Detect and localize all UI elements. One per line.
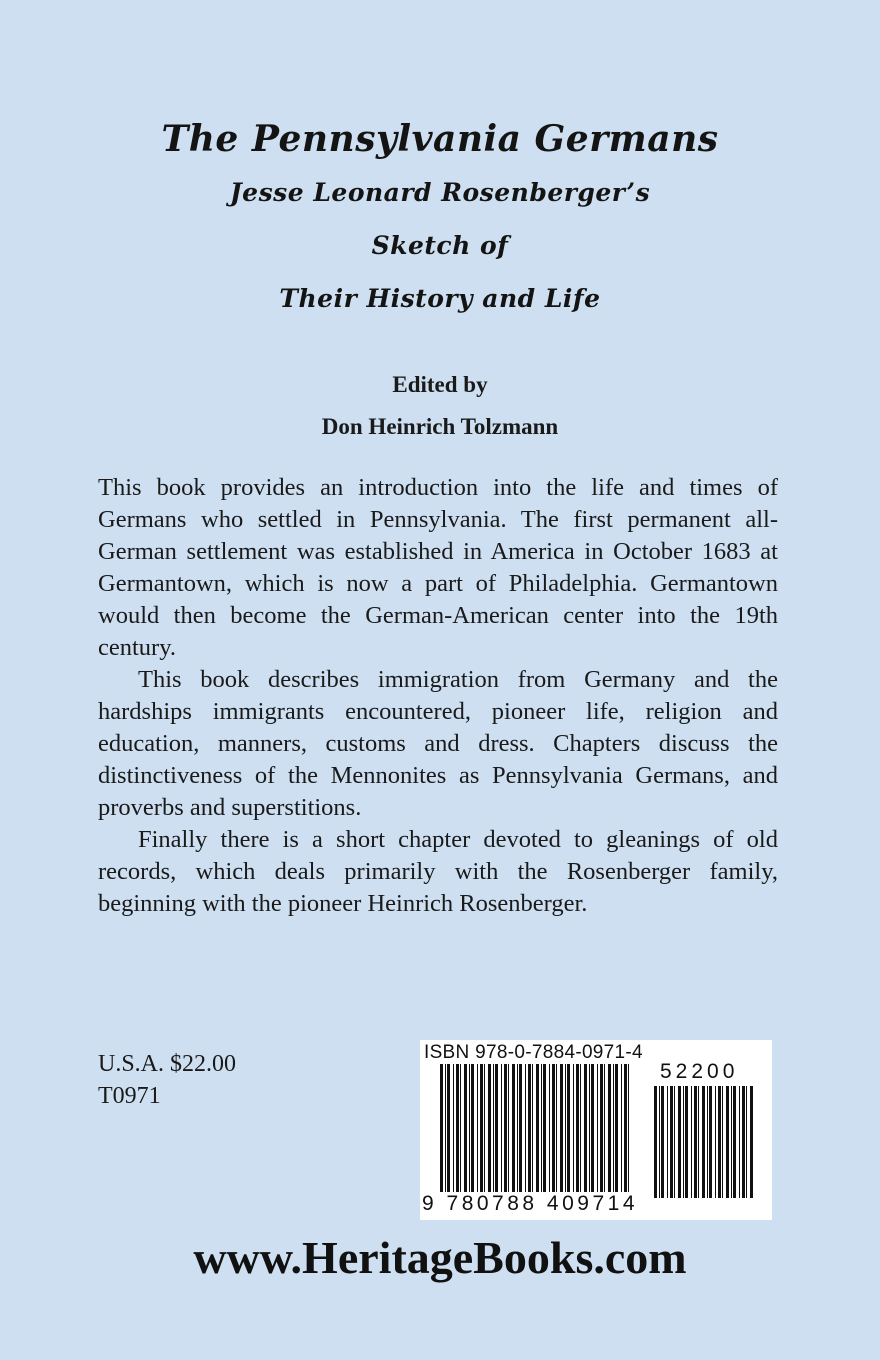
barcode-bar-27 xyxy=(549,1064,550,1192)
barcode-bar-20 xyxy=(519,1064,522,1192)
barcode-bar-28 xyxy=(552,1064,555,1192)
barcode-bar-30 xyxy=(560,1064,563,1192)
barcode-bar-23 xyxy=(532,1064,533,1192)
barcode-bar-4 xyxy=(670,1086,673,1198)
barcode-bar-17 xyxy=(508,1064,509,1192)
barcode-bar-16 xyxy=(718,1086,721,1198)
barcode-bar-37 xyxy=(589,1064,590,1192)
barcode-bar-11 xyxy=(484,1064,485,1192)
barcode-bar-5 xyxy=(460,1064,461,1192)
barcode-bar-26 xyxy=(543,1064,546,1192)
isbn-label: ISBN 978-0-7884-0971-4 xyxy=(424,1042,643,1063)
barcode-bar-41 xyxy=(604,1064,605,1192)
description-paragraph-2: This book describes immigration from Germany and the hardships immigrants encountered, pioneer life, religion and education, manners, customs and dress. Chapters discuss the distinctiveness of the Mennonites as Pennsylvania Germans, and proverbs and superstitions. xyxy=(98,666,778,821)
barcode-bar-32 xyxy=(567,1064,570,1192)
product-code: T0971 xyxy=(98,1083,161,1109)
barcode-bar-14 xyxy=(709,1086,712,1198)
barcode-bar-46 xyxy=(624,1064,627,1192)
book-title: The Pennsylvania Germans xyxy=(161,118,719,160)
barcode-bar-36 xyxy=(584,1064,587,1192)
barcode-bar-45 xyxy=(621,1064,622,1192)
barcode-bar-5 xyxy=(674,1086,675,1198)
publisher-website: www.HeritageBooks.com xyxy=(193,1232,687,1283)
barcode-bar-15 xyxy=(715,1086,716,1198)
barcode-bar-8 xyxy=(471,1064,474,1192)
book-description xyxy=(98,472,778,920)
barcode-bar-12 xyxy=(488,1064,491,1192)
barcode-bar-40 xyxy=(600,1064,603,1192)
barcode-bar-6 xyxy=(678,1086,681,1198)
barcode-bar-42 xyxy=(608,1064,611,1192)
barcode-bar-1 xyxy=(445,1064,446,1192)
barcode-bar-11 xyxy=(698,1086,699,1198)
book-subtitle-line-2: Sketch of xyxy=(371,231,509,260)
barcode-bar-44 xyxy=(615,1064,618,1192)
barcode-bar-25 xyxy=(541,1064,542,1192)
barcode-bar-9 xyxy=(477,1064,478,1192)
barcode-bar-39 xyxy=(597,1064,598,1192)
barcode-bar-43 xyxy=(613,1064,614,1192)
barcode-bar-7 xyxy=(469,1064,470,1192)
barcode-bar-22 xyxy=(742,1086,745,1198)
cover-title-block xyxy=(0,112,880,325)
barcode-bar-2 xyxy=(661,1086,664,1198)
barcode-bar-17 xyxy=(722,1086,723,1198)
barcode-bar-31 xyxy=(565,1064,566,1192)
barcode-bar-13 xyxy=(707,1086,708,1198)
barcode-bar-21 xyxy=(525,1064,526,1192)
barcode-bar-4 xyxy=(456,1064,459,1192)
barcode-bar-24 xyxy=(536,1064,539,1192)
barcode-bar-8 xyxy=(685,1086,688,1198)
barcode-bar-10 xyxy=(694,1086,697,1198)
barcode-bar-7 xyxy=(683,1086,684,1198)
barcode-bar-18 xyxy=(512,1064,515,1192)
barcode-bar-1 xyxy=(659,1086,660,1198)
book-subtitle-line-1: Jesse Leonard Rosenberger’s xyxy=(229,178,651,207)
barcode-bar-38 xyxy=(591,1064,594,1192)
barcode-bar-19 xyxy=(517,1064,518,1192)
barcode-price-code: 52200 xyxy=(660,1060,739,1083)
barcode-bar-9 xyxy=(691,1086,692,1198)
barcode-bar-24 xyxy=(750,1086,753,1198)
barcode-bar-13 xyxy=(493,1064,494,1192)
barcode-bar-12 xyxy=(702,1086,705,1198)
barcode-bar-3 xyxy=(667,1086,668,1198)
editor-name: Don Heinrich Tolzmann xyxy=(321,414,559,439)
isbn-barcode xyxy=(420,1040,772,1220)
barcode-bar-18 xyxy=(726,1086,729,1198)
barcode-bar-3 xyxy=(453,1064,454,1192)
barcode-bar-29 xyxy=(556,1064,557,1192)
barcode-bar-21 xyxy=(739,1086,740,1198)
barcode-bar-6 xyxy=(464,1064,467,1192)
editor-block xyxy=(0,364,880,448)
description-paragraph-3: Finally there is a short chapter devoted to gleanings of old records, which deals primarily with the Rosenberger family, beginning with the pioneer Heinrich Rosenberger. xyxy=(98,826,778,917)
barcode-bar-2 xyxy=(447,1064,450,1192)
price-block xyxy=(98,1048,236,1112)
barcode-bar-10 xyxy=(480,1064,483,1192)
barcode-bar-33 xyxy=(573,1064,574,1192)
description-paragraph-1: This book provides an introduction into the life and times of Germans who settled in Pennsylvania. The first permanent all-German settlement was established in America in October 1683 at Germantown, which is now a part of Philadelphia. Germantown would then become the German-American center into the 19th century. xyxy=(98,474,778,661)
barcode-bar-47 xyxy=(628,1064,629,1192)
barcode-bar-34 xyxy=(576,1064,579,1192)
barcode-bar-35 xyxy=(580,1064,581,1192)
barcode-bar-0 xyxy=(440,1064,443,1192)
barcode-bar-16 xyxy=(504,1064,507,1192)
barcode-bar-14 xyxy=(495,1064,498,1192)
barcode-bar-0 xyxy=(654,1086,657,1198)
price-amount: U.S.A. $22.00 xyxy=(98,1051,237,1077)
barcode-bar-20 xyxy=(733,1086,736,1198)
book-subtitle-line-3: Their History and Life xyxy=(279,284,601,313)
barcode-bar-15 xyxy=(501,1064,502,1192)
barcode-bar-23 xyxy=(746,1086,747,1198)
barcode-bar-22 xyxy=(528,1064,531,1192)
ean-digits: 9 780788 409714 xyxy=(422,1192,638,1215)
barcode-bar-19 xyxy=(731,1086,732,1198)
edited-by-label: Edited by xyxy=(392,372,488,397)
